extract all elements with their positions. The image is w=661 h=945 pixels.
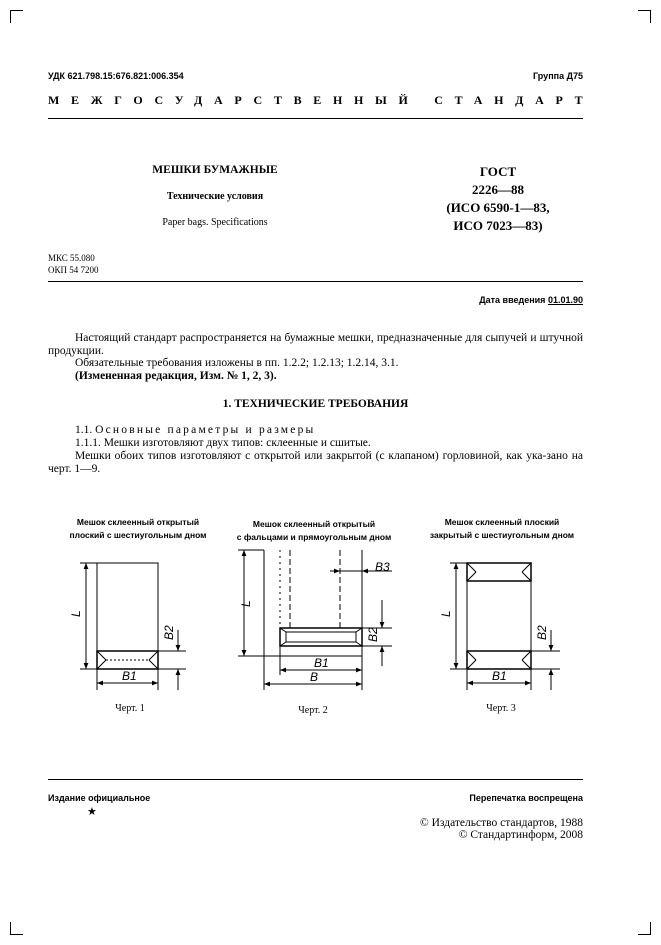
gost-label: ГОСТ bbox=[479, 164, 517, 179]
reprint-prohibited: Перепечатка воспрещена bbox=[469, 793, 583, 803]
group-code: Группа Д75 bbox=[533, 71, 583, 81]
figure-1-dim-b2: B2 bbox=[162, 625, 176, 640]
copyright-standartinform: © Стандартинформ, 2008 bbox=[458, 829, 583, 841]
interstate-standard-heading: МЕЖГОСУДАРСТВЕННЫЙ СТАНДАРТ bbox=[48, 93, 595, 107]
gost-number: 2226—88 bbox=[472, 182, 524, 197]
copyright-block bbox=[420, 817, 583, 841]
figure-1-dim-b1: B1 bbox=[122, 669, 137, 683]
figure-1-caption-line1: Мешок склеенный открытый bbox=[76, 517, 200, 527]
footer-rule bbox=[48, 779, 583, 780]
figure-3-dim-b2: B2 bbox=[535, 625, 549, 640]
subsection-1-1-title: Основные параметры и размеры bbox=[95, 424, 316, 436]
section-1-heading: 1. ТЕХНИЧЕСКИЕ ТРЕБОВАНИЯ bbox=[222, 398, 409, 410]
figure-3-label: Черт. 3 bbox=[486, 703, 516, 714]
paragraph-1-1-1: 1.1.1. Мешки изготовляют двух типов: склеенные и сшитые. bbox=[75, 437, 371, 449]
paragraph-amendment: (Измененная редакция, Изм. № 1, 2, 3). bbox=[75, 370, 277, 382]
official-edition: Издание официальное bbox=[48, 793, 151, 803]
figure-2-caption-line1: Мешок склеенный открытый bbox=[252, 519, 376, 529]
figure-3-dim-l: L bbox=[439, 610, 453, 617]
figure-2-dim-b1: B1 bbox=[314, 656, 329, 670]
figure-2-dim-b3: B3 bbox=[375, 560, 390, 574]
mks-code: МКС 55.080 bbox=[48, 253, 95, 263]
figure-1-caption-line2: плоский с шестиугольным дном bbox=[69, 530, 207, 540]
document-subtitle: Технические условия bbox=[166, 191, 264, 202]
figure-1-dim-l: L bbox=[69, 610, 83, 617]
iso-ref-1: (ИСО 6590-1—83, bbox=[446, 200, 550, 215]
figure-2-dim-b2: B2 bbox=[366, 627, 380, 642]
figure-2-dim-b: B bbox=[310, 670, 319, 684]
paragraph-1-1-1-types: Мешки обоих типов изготовляют с открытой или закрытой (с клапаном) горловиной, как ука-зано на черт. 1—9. bbox=[48, 450, 583, 475]
figure-3-caption-line1: Мешок склеенный плоский bbox=[444, 517, 560, 527]
udk-code: УДК 621.798.15:676.821:006.354 bbox=[48, 71, 184, 81]
figure-2-caption-line2: с фальцами и прямоугольным дном bbox=[236, 532, 392, 542]
figure-1-label: Черт. 1 bbox=[115, 703, 145, 714]
subsection-1-1-number: 1.1. bbox=[75, 424, 93, 436]
figure-2-dim-l: L bbox=[239, 600, 253, 607]
figure-2-label: Черт. 2 bbox=[298, 705, 328, 716]
iso-ref-2: ИСО 7023—83) bbox=[453, 218, 543, 233]
paragraph-scope: Настоящий стандарт распространяется на бумажные мешки, предназначенные для сыпучей и штучной продукции. bbox=[48, 332, 583, 357]
intro-date-value: 01.01.90 bbox=[547, 295, 583, 305]
okp-code: ОКП 54 7200 bbox=[48, 265, 99, 275]
star-icon: ★ bbox=[87, 806, 97, 818]
paragraph-mandatory: Обязательные требования изложены в пп. 1.2.2; 1.2.13; 1.2.14, 3.1. bbox=[75, 357, 399, 369]
figure-3-caption-line2: закрытый с шестиугольным дном bbox=[429, 530, 575, 540]
copyright-publisher: © Издательство стандартов, 1988 bbox=[419, 817, 583, 829]
document-title: МЕШКИ БУМАЖНЫЕ bbox=[152, 164, 278, 176]
intro-date-label: Дата введения bbox=[479, 295, 546, 305]
document-title-english: Paper bags. Specifications bbox=[162, 217, 268, 228]
figure-3-dim-b1: B1 bbox=[492, 669, 507, 683]
